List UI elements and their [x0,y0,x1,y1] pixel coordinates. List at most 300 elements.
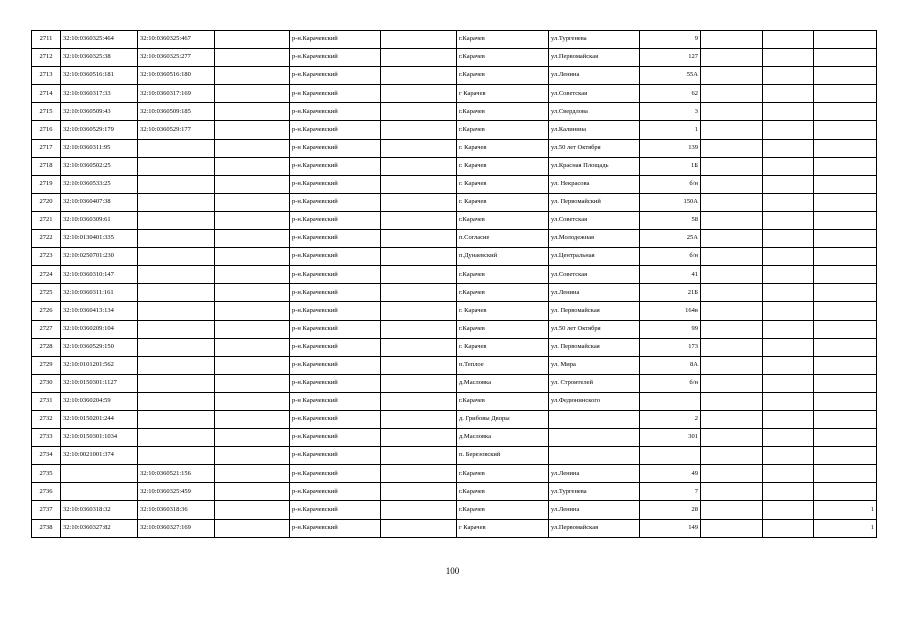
extra-cell [701,501,763,519]
street-cell [549,429,640,447]
related-cadastral-number-cell: 32:10:0360318:36 [138,501,215,519]
count-cell [814,193,877,211]
district-cell: р-н.Карачевский [290,230,381,248]
related-cadastral-number-cell [138,175,215,193]
extra-cell [763,67,814,85]
district-cell: р-н.Карачевский [290,266,381,284]
district-cell: р-н.Карачевский [290,501,381,519]
house-number-cell: 9 [640,31,701,49]
locality-cell: г.Карачев [457,121,549,139]
extra-cell [763,374,814,392]
row-number: 2731 [32,392,61,410]
empty-cell [215,193,290,211]
count-cell [814,211,877,229]
empty-cell [215,211,290,229]
table-row [32,519,877,537]
house-number-cell: б/н [640,374,701,392]
row-number: 2722 [32,230,61,248]
extra-cell [763,410,814,428]
extra-cell [701,519,763,537]
empty-cell [215,302,290,320]
empty-cell [215,483,290,501]
related-cadastral-number-cell: 32:10:0360521:156 [138,465,215,483]
empty-cell [381,85,457,103]
house-number-cell: 21Б [640,284,701,302]
district-cell: р-н.Карачевский [290,67,381,85]
house-number-cell: 49 [640,465,701,483]
row-number: 2719 [32,175,61,193]
extra-cell [763,103,814,121]
cadastral-number-cell: 32:10:0150301:1034 [61,429,138,447]
street-cell: ул.50 лет Октября [549,320,640,338]
street-cell: ул. Первомайская [549,338,640,356]
table-row [32,429,877,447]
street-cell: ул.Тургенева [549,483,640,501]
street-cell: ул.Ленина [549,501,640,519]
district-cell: р-н.Карачевский [290,374,381,392]
extra-cell [701,447,763,465]
table-row [32,103,877,121]
extra-cell [763,519,814,537]
related-cadastral-number-cell [138,211,215,229]
extra-cell [701,320,763,338]
locality-cell: г.Карачев [457,284,549,302]
extra-cell [763,302,814,320]
table-row [32,501,877,519]
count-cell [814,284,877,302]
district-cell: р-н.Карачевский [290,447,381,465]
count-cell [814,139,877,157]
extra-cell [763,320,814,338]
row-number: 2712 [32,49,61,67]
extra-cell [701,483,763,501]
street-cell: ул.Свердлова [549,103,640,121]
row-number: 2715 [32,103,61,121]
locality-cell: г.Карачев [457,31,549,49]
locality-cell: г. Карачев [457,302,549,320]
street-cell [549,447,640,465]
empty-cell [215,465,290,483]
extra-cell [701,103,763,121]
house-number-cell: 99 [640,320,701,338]
count-cell [814,49,877,67]
empty-cell [215,356,290,374]
district-cell: р-н Карачевский [290,85,381,103]
locality-cell: п.Теплое [457,356,549,374]
table-row [32,230,877,248]
related-cadastral-number-cell: 32:10:0360327:169 [138,519,215,537]
empty-cell [215,248,290,266]
district-cell: р-н.Карачевский [290,31,381,49]
table-row [32,67,877,85]
extra-cell [701,410,763,428]
locality-cell: г Карачев [457,519,549,537]
empty-cell [215,284,290,302]
row-number: 2730 [32,374,61,392]
extra-cell [701,121,763,139]
count-cell [814,447,877,465]
cadastral-number-cell: 32:10:0360325:464 [61,31,138,49]
extra-cell [701,175,763,193]
house-number-cell: 150А [640,193,701,211]
empty-cell [381,175,457,193]
cadastral-number-cell: 32:10:0360325:38 [61,49,138,67]
house-number-cell: 173 [640,338,701,356]
empty-cell [215,175,290,193]
count-cell [814,85,877,103]
extra-cell [701,139,763,157]
row-number: 2732 [32,410,61,428]
district-cell: р-н Карачевский [290,139,381,157]
extra-cell [701,31,763,49]
extra-cell [763,31,814,49]
empty-cell [381,103,457,121]
empty-cell [215,139,290,157]
row-number: 2723 [32,248,61,266]
extra-cell [701,157,763,175]
locality-cell: г.Карачев [457,501,549,519]
house-number-cell: 139 [640,139,701,157]
cadastral-number-cell: 32:10:0360509:43 [61,103,138,121]
district-cell: р-н.Карачевский [290,483,381,501]
cadastral-number-cell: 32:10:0360311:95 [61,139,138,157]
extra-cell [701,302,763,320]
extra-cell [701,49,763,67]
locality-cell: г. Карачев [457,175,549,193]
extra-cell [763,392,814,410]
empty-cell [381,501,457,519]
row-number: 2733 [32,429,61,447]
extra-cell [701,284,763,302]
empty-cell [381,31,457,49]
row-number: 2737 [32,501,61,519]
row-number: 2736 [32,483,61,501]
cadastral-number-cell: 32:10:0360327:82 [61,519,138,537]
table-row [32,447,877,465]
street-cell: ул.Молодежная [549,230,640,248]
locality-cell: г.Карачев [457,211,549,229]
district-cell: р-н.Карачевский [290,157,381,175]
district-cell: р-н.Карачевский [290,465,381,483]
empty-cell [381,392,457,410]
street-cell: ул.Центральная [549,248,640,266]
street-cell: ул.Красная Площадь [549,157,640,175]
cadastral-number-cell: 32:10:0360502:25 [61,157,138,175]
locality-cell: г.Карачев [457,103,549,121]
district-cell: р-н.Карачевский [290,121,381,139]
cadastral-number-cell: 32:10:0360317:33 [61,85,138,103]
empty-cell [215,230,290,248]
extra-cell [701,230,763,248]
empty-cell [215,121,290,139]
cadastral-number-cell: 32:10:0360209:104 [61,320,138,338]
house-number-cell: 58 [640,211,701,229]
empty-cell [381,465,457,483]
row-number: 2711 [32,31,61,49]
house-number-cell: 7 [640,483,701,501]
empty-cell [215,320,290,338]
empty-cell [215,519,290,537]
table-row [32,483,877,501]
extra-cell [763,429,814,447]
table-row [32,139,877,157]
house-number-cell: 2 [640,410,701,428]
empty-cell [381,248,457,266]
count-cell [814,248,877,266]
row-number: 2724 [32,266,61,284]
cadastral-number-cell: 32:10:0150201:244 [61,410,138,428]
street-cell: ул.Советская [549,211,640,229]
count-cell [814,266,877,284]
related-cadastral-number-cell [138,410,215,428]
count-cell [814,67,877,85]
count-cell [814,392,877,410]
locality-cell: г Карачев [457,85,549,103]
district-cell: р-н.Карачевский [290,519,381,537]
extra-cell [701,85,763,103]
cadastral-number-cell: 32:10:0130401:335 [61,230,138,248]
district-cell: р-н.Карачевский [290,103,381,121]
street-cell: ул.Федюнинского [549,392,640,410]
cadastral-number-cell: 32:10:0360318:32 [61,501,138,519]
empty-cell [215,266,290,284]
empty-cell [381,483,457,501]
related-cadastral-number-cell: 32:10:0360325:277 [138,49,215,67]
empty-cell [381,266,457,284]
count-cell [814,302,877,320]
row-number: 2725 [32,284,61,302]
district-cell: р-н.Карачевский [290,302,381,320]
cadastral-number-cell: 32:10:0360529:150 [61,338,138,356]
empty-cell [381,230,457,248]
house-number-cell: 8А [640,356,701,374]
row-number: 2718 [32,157,61,175]
empty-cell [215,85,290,103]
cadastral-number-cell: 32:10:0360413:134 [61,302,138,320]
related-cadastral-number-cell: 32:10:0360509:185 [138,103,215,121]
street-cell: ул.Первомайская [549,519,640,537]
related-cadastral-number-cell [138,374,215,392]
row-number: 2735 [32,465,61,483]
cadastral-number-cell: 32:10:0360311:161 [61,284,138,302]
street-cell [549,410,640,428]
extra-cell [763,139,814,157]
street-cell: ул. Мира [549,356,640,374]
locality-cell: г.Карачев [457,392,549,410]
cadastral-number-cell: 32:10:0360204:59 [61,392,138,410]
house-number-cell: 55А [640,67,701,85]
cadastral-number-cell: 32:10:0360533:25 [61,175,138,193]
locality-cell: г.Карачев [457,320,549,338]
district-cell: р-н.Карачевский [290,175,381,193]
count-cell [814,157,877,175]
table-row [32,193,877,211]
related-cadastral-number-cell [138,139,215,157]
locality-cell: г.Карачев [457,266,549,284]
related-cadastral-number-cell [138,302,215,320]
table-row [32,266,877,284]
count-cell [814,410,877,428]
empty-cell [381,429,457,447]
empty-cell [381,67,457,85]
table-row [32,374,877,392]
locality-cell: п.Согласие [457,230,549,248]
table-row [32,49,877,67]
street-cell: ул. Строителей [549,374,640,392]
registry-rows [32,31,877,538]
district-cell: р-н Карачевский [290,320,381,338]
extra-cell [763,447,814,465]
extra-cell [763,121,814,139]
house-number-cell: 28 [640,501,701,519]
cadastral-number-cell: 32:10:0360407:38 [61,193,138,211]
table-row [32,211,877,229]
locality-cell: д.Масловка [457,429,549,447]
house-number-cell [640,447,701,465]
empty-cell [381,374,457,392]
extra-cell [763,175,814,193]
row-number: 2717 [32,139,61,157]
district-cell: р-н.Карачевский [290,338,381,356]
related-cadastral-number-cell [138,284,215,302]
street-cell: ул.Ленина [549,465,640,483]
empty-cell [381,519,457,537]
street-cell: ул.Первомайская [549,49,640,67]
related-cadastral-number-cell [138,248,215,266]
count-cell [814,338,877,356]
extra-cell [701,356,763,374]
row-number: 2729 [32,356,61,374]
extra-cell [701,193,763,211]
street-cell: ул.Ленина [549,284,640,302]
street-cell: ул. Некрасова [549,175,640,193]
table-row [32,284,877,302]
extra-cell [763,157,814,175]
count-cell [814,103,877,121]
related-cadastral-number-cell [138,230,215,248]
extra-cell [763,338,814,356]
street-cell: ул.Тургенева [549,31,640,49]
empty-cell [381,410,457,428]
house-number-cell: 1Б [640,157,701,175]
district-cell: р-н.Карачевский [290,356,381,374]
extra-cell [763,356,814,374]
row-number: 2728 [32,338,61,356]
district-cell: р-н Карачевский [290,392,381,410]
empty-cell [381,447,457,465]
registry-table [31,30,877,538]
empty-cell [215,103,290,121]
cadastral-number-cell: 32:10:0360529:179 [61,121,138,139]
table-row [32,248,877,266]
house-number-cell [640,392,701,410]
district-cell: р-н.Карачевский [290,211,381,229]
empty-cell [381,193,457,211]
locality-cell: г. Карачев [457,157,549,175]
row-number: 2734 [32,447,61,465]
related-cadastral-number-cell [138,266,215,284]
empty-cell [215,67,290,85]
locality-cell: г.Карачев [457,465,549,483]
row-number: 2720 [32,193,61,211]
empty-cell [381,320,457,338]
street-cell: ул. Первомайский [549,193,640,211]
related-cadastral-number-cell [138,356,215,374]
locality-cell: г. Карачев [457,139,549,157]
related-cadastral-number-cell [138,392,215,410]
empty-cell [381,356,457,374]
locality-cell: д. Грибовы Дворы [457,410,549,428]
locality-cell: г. Карачев [457,338,549,356]
row-number: 2713 [32,67,61,85]
related-cadastral-number-cell [138,193,215,211]
locality-cell: д.Масловка [457,374,549,392]
street-cell: ул.Советская [549,266,640,284]
table-row [32,356,877,374]
count-cell [814,175,877,193]
empty-cell [215,338,290,356]
row-number: 2727 [32,320,61,338]
table-row [32,338,877,356]
house-number-cell: 25А [640,230,701,248]
street-cell: ул.Советская [549,85,640,103]
house-number-cell: 62 [640,85,701,103]
extra-cell [701,392,763,410]
house-number-cell: 41 [640,266,701,284]
table-row [32,85,877,103]
table-row [32,31,877,49]
table-row [32,175,877,193]
extra-cell [701,465,763,483]
cadastral-number-cell [61,483,138,501]
empty-cell [215,374,290,392]
row-number: 2714 [32,85,61,103]
cadastral-number-cell: 32:10:0021001:374 [61,447,138,465]
extra-cell [763,49,814,67]
count-cell [814,356,877,374]
locality-cell: п.Дунаевский [457,248,549,266]
page-number: 100 [445,566,460,576]
related-cadastral-number-cell: 32:10:0360529:177 [138,121,215,139]
cadastral-number-cell [61,465,138,483]
cadastral-number-cell: 32:10:0150301:1127 [61,374,138,392]
extra-cell [701,338,763,356]
empty-cell [381,284,457,302]
related-cadastral-number-cell [138,429,215,447]
extra-cell [763,501,814,519]
house-number-cell: 149 [640,519,701,537]
extra-cell [763,85,814,103]
related-cadastral-number-cell [138,320,215,338]
locality-cell: г. Карачев [457,193,549,211]
empty-cell [381,302,457,320]
count-cell [814,374,877,392]
cadastral-number-cell: 32:10:0360516:181 [61,67,138,85]
empty-cell [381,338,457,356]
cadastral-number-cell: 32:10:0250701:230 [61,248,138,266]
house-number-cell: 3 [640,103,701,121]
count-cell [814,429,877,447]
extra-cell [701,248,763,266]
district-cell: р-н.Карачевский [290,248,381,266]
extra-cell [763,284,814,302]
locality-cell: г.Карачев [457,483,549,501]
extra-cell [701,374,763,392]
extra-cell [763,230,814,248]
table-row [32,465,877,483]
empty-cell [215,31,290,49]
count-cell [814,230,877,248]
